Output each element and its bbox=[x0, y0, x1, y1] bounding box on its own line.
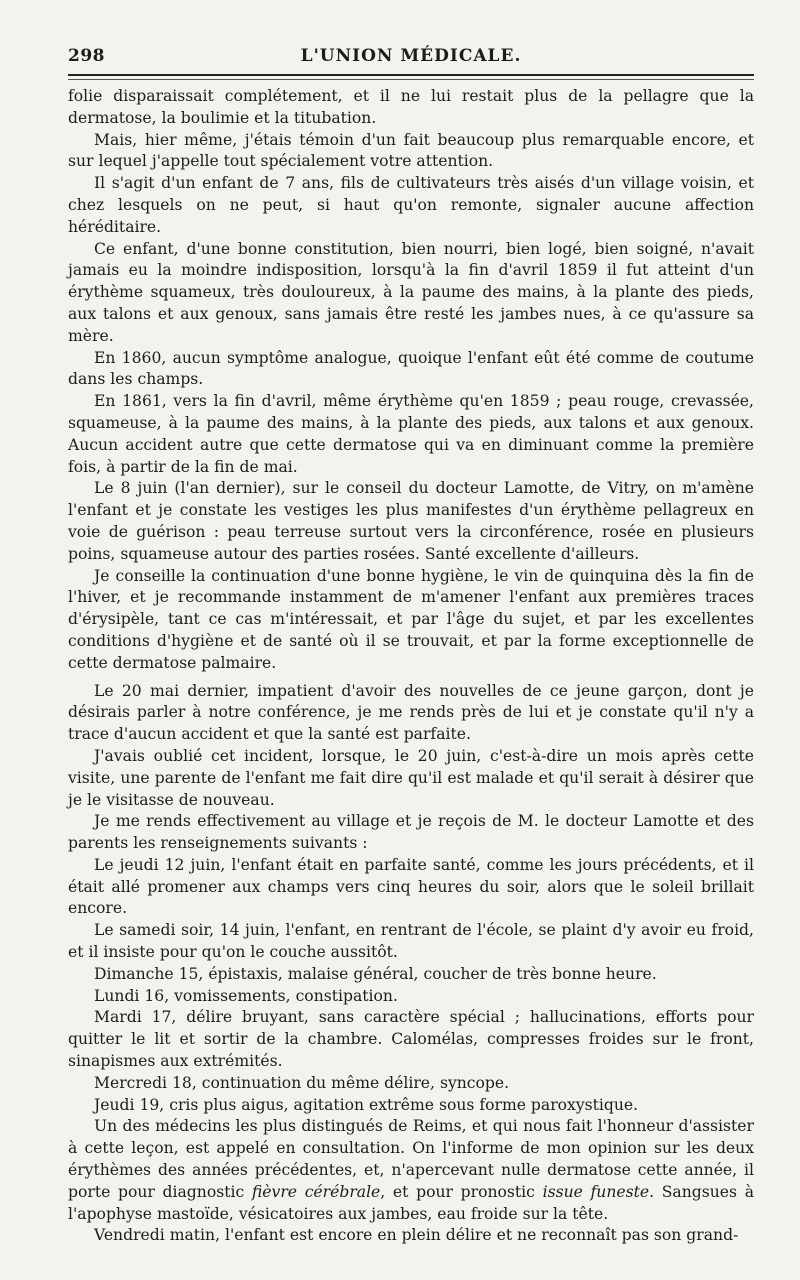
paragraph: Je me rends effectivement au village et je reçois de M. le docteur Lamotte et des parents les renseignements suivants : bbox=[68, 812, 754, 853]
header-rule bbox=[68, 74, 754, 76]
prognosis-italic: issue funeste bbox=[542, 1182, 650, 1201]
paragraph: Mais, hier même, j'étais témoin d'un fait beaucoup plus remarquable encore, et sur lequel j'appelle tout spécialement votre attention. bbox=[68, 130, 754, 171]
paragraph-text: Un des médecins les plus distingués de Reims, et qui nous fait l'honneur d'assister à cette leçon, est appelé en consultation. On l'informe de mon opinion sur les deux érythèmes des années précédentes, et, n'apercevant nulle dermatose cette année, il porte pour diagnostic bbox=[68, 1117, 754, 1201]
paragraph: Le 8 juin (l'an dernier), sur le conseil du docteur Lamotte, de Vitry, on m'amène l'enfant et je constate les vestiges les plus manifestes d'un érythème pellagreux en voie de guérison : peau terreuse surtout vers la circonférence, rosée en plusieurs poins, squameuse autour des parties rosées. Santé excellente d'ailleurs. bbox=[68, 479, 754, 563]
paragraph: En 1861, vers la fin d'avril, même érythème qu'en 1859 ; peau rouge, crevassée, squameuse, à la paume des mains, à la plante des pieds, aux talons et aux genoux. Aucun accident autre que cette dermatose qui va en diminuant comme la première fois, à partir de la fin de mai. bbox=[68, 392, 754, 476]
paragraph: Jeudi 19, cris plus aigus, agitation extrême sous forme paroxystique. bbox=[94, 1095, 639, 1114]
header-rule-thin bbox=[68, 79, 754, 80]
diagnosis-italic: fièvre cérébrale bbox=[251, 1182, 381, 1201]
paragraph: folie disparaissait complétement, et il ne lui restait plus de la pellagre que la dermatose, la boulimie et la titubation. bbox=[68, 87, 754, 127]
page-number: 298 bbox=[68, 46, 105, 66]
paragraph-text: . Sangsues à l'apophyse mastoïde, vésicatoires aux jambes, eau froide sur la tête. bbox=[68, 1182, 754, 1223]
running-title: L'UNION MÉDICALE. bbox=[300, 46, 522, 66]
body-text bbox=[68, 86, 754, 1247]
paragraph: J'avais oublié cet incident, lorsque, le 20 juin, c'est-à-dire un mois après cette visite, une parente de l'enfant me fait dire qu'il est malade et qu'il serait à désirer que je le visitasse de nouveau. bbox=[68, 746, 754, 809]
paragraph: Ce enfant, d'une bonne constitution, bien nourri, bien logé, bien soigné, n'avait jamais eu la moindre indisposition, lorsqu'à la fin d'avril 1859 il fut atteint d'un érythème squameux, très douloureux, à la paume des mains, à la plante des pieds, aux talons et aux genoux, sans jamais être resté les jambes nues, à ce qu'assure sa mère. bbox=[68, 239, 754, 345]
paragraph: Vendredi matin, l'enfant est encore en plein délire et ne reconnaît pas son grand- bbox=[94, 1226, 739, 1245]
paragraph: Il s'agit d'un enfant de 7 ans, fils de cultivateurs très aisés d'un village voisin, et chez lesquels on ne peut, si haut qu'on remonte, signaler aucune affection héréditaire. bbox=[68, 174, 754, 236]
paragraph: Mardi 17, délire bruyant, sans caractère spécial ; hallucinations, efforts pour quitter le lit et sortir de la chambre. Calomélas, compresses froides sur le front, sinapismes aux extrémités. bbox=[68, 1008, 754, 1071]
paragraph-text: , et pour pronostic bbox=[380, 1182, 543, 1201]
paragraph: En 1860, aucun symptôme analogue, quoique l'enfant eût été comme de coutume dans les champs. bbox=[68, 348, 754, 389]
paragraph: Le 20 mai dernier, impatient d'avoir des nouvelles de ce jeune garçon, dont je désirais parler à notre conférence, je me rends près de lui et je constate qu'il n'y a trace d'aucun accident et que la santé est parfaite. bbox=[68, 681, 754, 744]
paragraph: Lundi 16, vomissements, constipation. bbox=[94, 986, 398, 1005]
page-header bbox=[68, 40, 754, 70]
paragraph: Le samedi soir, 14 juin, l'enfant, en rentrant de l'école, se plaint d'y avoir eu froid, et il insiste pour qu'on le couche aussitôt. bbox=[68, 921, 754, 962]
paragraph bbox=[68, 1116, 754, 1225]
paragraph: Le jeudi 12 juin, l'enfant était en parfaite santé, comme les jours précédents, et il était allé promener aux champs vers cinq heures du soir, alors que le soleil brillait encore. bbox=[68, 855, 754, 918]
paragraph: Je conseille la continuation d'une bonne hygiène, le vin de quinquina dès la fin de l'hiver, et je recommande instamment de m'amener l'enfant aux premières traces d'érysipèle, tant ce cas m'intéressait, et par l'âge du sujet, et par les excellentes conditions d'hygiène et de santé où il se trouvait, et par la forme exceptionnelle de cette dermatose palmaire. bbox=[68, 566, 754, 672]
paragraph: Mercredi 18, continuation du même délire, syncope. bbox=[94, 1073, 510, 1092]
paragraph: Dimanche 15, épistaxis, malaise général, coucher de très bonne heure. bbox=[94, 964, 657, 983]
